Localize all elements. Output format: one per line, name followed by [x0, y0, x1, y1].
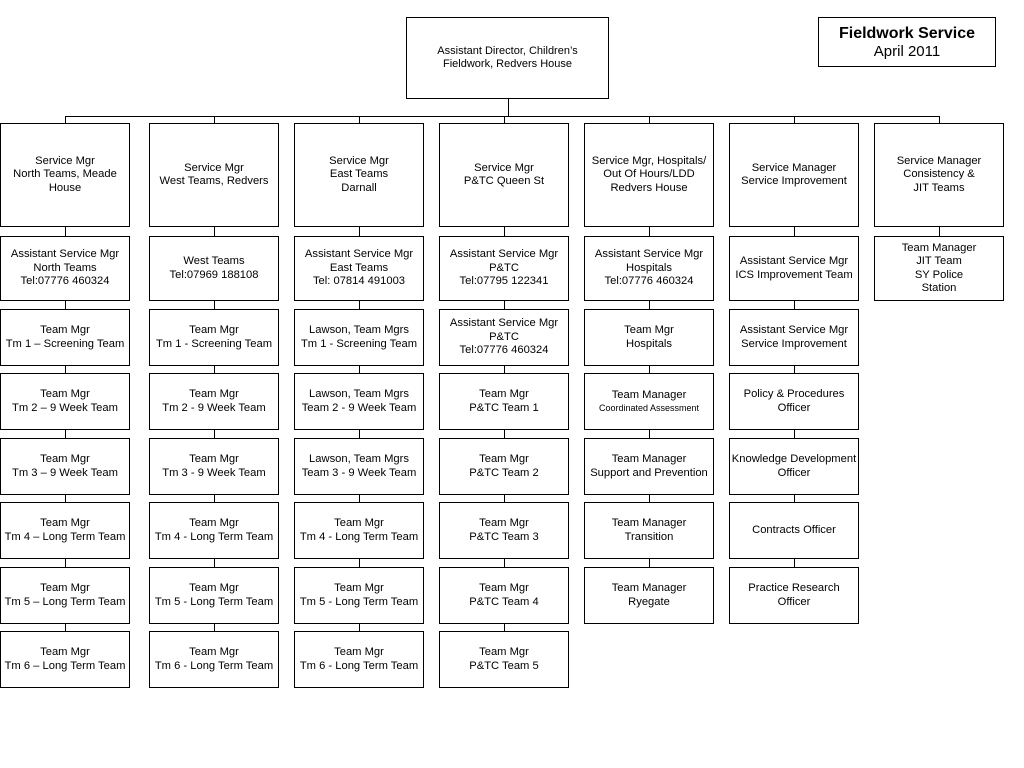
box-text-line: North Teams: [33, 261, 97, 274]
box-text-line: Tel:07795 122341: [459, 275, 549, 288]
box-text-line: Team Mgr: [40, 517, 90, 530]
box-text-line: Assistant Service Mgr: [739, 255, 849, 268]
connector-line: [649, 559, 650, 567]
box-text-line: Tel:07969 188108: [169, 268, 259, 281]
connector-line: [504, 495, 505, 502]
connector-line: [214, 495, 215, 502]
connector-line: [649, 116, 650, 123]
connector-line: [794, 301, 795, 309]
box-text-line: Team Mgr: [624, 324, 674, 337]
team-box: [729, 502, 859, 559]
box-text-line: Team Mgr: [479, 388, 529, 401]
box-text-line: Assistant Service Mgr: [739, 324, 849, 337]
box-text-line: Tm 4 - Long Term Team: [154, 530, 274, 543]
team-box: [0, 631, 130, 688]
box-text-line: Knowledge Development: [731, 453, 857, 466]
connector-line: [214, 624, 215, 631]
box-text-line: Team Mgr: [334, 517, 384, 530]
connector-line: [65, 495, 66, 502]
connector-line: [214, 430, 215, 438]
box-text-line: Tm 4 - Long Term Team: [299, 530, 419, 543]
box-text-line: Service Mgr: [35, 154, 95, 167]
team-box: [294, 438, 424, 495]
box-text-line: Practice Research: [748, 582, 840, 595]
team-box: [439, 236, 569, 301]
connector-line: [65, 624, 66, 631]
box-text-line: Station: [921, 281, 957, 294]
connector-line: [214, 116, 215, 123]
box-text-line: Tel:07776 460324: [20, 275, 110, 288]
service-manager-box: [294, 123, 424, 227]
box-text-line: P&TC Team 1: [469, 401, 539, 414]
team-box: [294, 502, 424, 559]
team-box: [149, 373, 279, 430]
box-text-line: Team Mgr: [189, 324, 239, 337]
team-box: [439, 567, 569, 624]
connector-line: [359, 116, 360, 123]
service-manager-box: [0, 123, 130, 227]
box-text-line: Team Mgr: [479, 646, 529, 659]
box-text-line: Tm 3 – 9 Week Team: [12, 466, 118, 479]
service-manager-box: [729, 123, 859, 227]
service-manager-box: [149, 123, 279, 227]
box-text-line: Team Mgr: [40, 646, 90, 659]
box-text-line: Team Manager: [611, 582, 687, 595]
title-line-2: April 2011: [873, 42, 941, 60]
box-text-line: Tm 5 – Long Term Team: [4, 595, 126, 608]
team-box: [149, 309, 279, 366]
box-text-line: West Teams: [183, 255, 245, 268]
box-text-line: ICS Improvement Team: [735, 268, 853, 281]
box-text-line: Team Mgr: [334, 582, 384, 595]
box-text-line: Hospitals: [625, 337, 672, 350]
box-text-line: Team 3 - 9 Week Team: [301, 466, 417, 479]
box-text-line: Service Mgr: [329, 154, 389, 167]
box-text-line: Assistant Service Mgr: [594, 248, 704, 261]
connector-line: [65, 116, 66, 123]
box-text-line: Team Mgr: [189, 517, 239, 530]
service-manager-box: [439, 123, 569, 227]
box-text-line: Tm 6 – Long Term Team: [4, 659, 126, 672]
team-box: [294, 373, 424, 430]
box-text-line: Contracts Officer: [752, 523, 836, 536]
box-text-line: Service Manager: [751, 161, 837, 174]
box-text-line: Officer: [777, 466, 811, 479]
team-box: [729, 373, 859, 430]
connector-line: [649, 495, 650, 502]
box-text-line: Team Mgr: [334, 646, 384, 659]
box-text-line: Service Improvement: [741, 337, 847, 350]
connector-line: [65, 227, 66, 236]
box-text-line: Tm 6 - Long Term Team: [299, 659, 419, 672]
team-box: [439, 309, 569, 366]
box-text-small: Coordinated Assessment: [598, 402, 700, 413]
team-box: [729, 567, 859, 624]
team-box: [729, 236, 859, 301]
team-box: [294, 631, 424, 688]
team-box: [0, 309, 130, 366]
team-box: [294, 309, 424, 366]
box-text-line: JIT Team: [916, 255, 962, 268]
connector-line: [794, 559, 795, 567]
box-text-line: East Teams: [329, 261, 389, 274]
team-box: [874, 236, 1004, 301]
box-text-line: Team 2 - 9 Week Team: [301, 401, 417, 414]
box-text-line: Team Mgr: [189, 646, 239, 659]
connector-line: [649, 301, 650, 309]
box-text-line: P&TC: [489, 261, 519, 274]
box-text-line: Team Mgr: [479, 517, 529, 530]
team-box: [149, 502, 279, 559]
team-box: [439, 373, 569, 430]
team-box: [439, 502, 569, 559]
connector-line: [649, 227, 650, 236]
team-box: [729, 438, 859, 495]
connector-line: [214, 559, 215, 567]
box-text-line: Team Mgr: [479, 453, 529, 466]
box-text-line: West Teams, Redvers: [159, 175, 269, 187]
team-box: [584, 438, 714, 495]
box-text-line: Tm 1 – Screening Team: [5, 337, 125, 350]
box-text-line: Team Manager: [901, 241, 977, 254]
box-text-line: Officer: [777, 401, 811, 414]
connector-line: [359, 366, 360, 373]
team-box: [294, 236, 424, 301]
box-text-line: P&TC Team 4: [469, 595, 539, 608]
box-text-line: Service Mgr, Hospitals/: [591, 154, 707, 167]
box-text-line: P&TC Team 5: [469, 659, 539, 672]
box-text-line: Team Mgr: [40, 453, 90, 466]
connector-line: [504, 227, 505, 236]
team-box: [149, 567, 279, 624]
team-box: [584, 236, 714, 301]
team-box: [149, 631, 279, 688]
box-text-line: Lawson, Team Mgrs: [309, 453, 409, 466]
connector-line: [65, 430, 66, 438]
box-text-line: Team Manager: [611, 453, 687, 466]
connector-line: [649, 430, 650, 438]
connector-line: [939, 227, 940, 236]
box-text-line: Assistant Director, Children’s: [437, 44, 578, 57]
connector-line: [504, 624, 505, 631]
connector-line: [359, 301, 360, 309]
connector-line: [794, 227, 795, 236]
box-text-line: Consistency &: [903, 168, 975, 181]
box-text-line: Tel: 07814 491003: [312, 275, 406, 288]
box-text-line: Ryegate: [628, 595, 670, 608]
box-text-line: P&TC Team 2: [469, 466, 539, 479]
team-box: [584, 309, 714, 366]
box-text-line: Hospitals: [625, 261, 672, 274]
box-text-line: Team Manager: [611, 389, 687, 402]
box-text-line: Lawson, Team Mgrs: [309, 324, 409, 337]
connector-line: [794, 430, 795, 438]
connector-line: [65, 366, 66, 373]
connector-line: [359, 559, 360, 567]
box-text-line: East Teams: [329, 168, 389, 181]
box-text-line: Tm 3 - 9 Week Team: [162, 466, 266, 479]
box-text-line: Tm 6 - Long Term Team: [154, 659, 274, 672]
box-text-line: Tm 2 - 9 Week Team: [162, 401, 266, 414]
box-text-line: Tm 5 - Long Term Team: [299, 595, 419, 608]
box-text-line: Fieldwork, Redvers House: [443, 58, 572, 70]
team-box: [584, 567, 714, 624]
title-box: [818, 17, 996, 67]
service-manager-box: [874, 123, 1004, 227]
box-text-line: Assistant Service Mgr: [10, 248, 120, 261]
box-text-line: SY Police: [914, 268, 964, 281]
box-text-line: Team Mgr: [40, 582, 90, 595]
box-text-line: Team Mgr: [40, 324, 90, 337]
team-box: [584, 502, 714, 559]
box-text-line: Service Mgr: [184, 161, 244, 174]
box-text-line: Team Mgr: [189, 453, 239, 466]
connector-line: [214, 227, 215, 236]
team-box: [0, 373, 130, 430]
box-text-line: Service Improvement: [741, 175, 847, 187]
box-text-line: Tm 1 - Screening Team: [300, 337, 418, 350]
connector-line: [504, 116, 505, 123]
box-text-line: Policy & Procedures: [743, 388, 845, 401]
box-text-line: Lawson, Team Mgrs: [309, 388, 409, 401]
connector-line: [359, 495, 360, 502]
team-box: [439, 438, 569, 495]
box-text-line: Redvers House: [610, 181, 688, 194]
connector-line: [359, 227, 360, 236]
box-text-line: Tel:07776 460324: [459, 344, 549, 357]
team-box: [149, 236, 279, 301]
box-text-line: Assistant Service Mgr: [449, 317, 559, 330]
connector-line: [359, 430, 360, 438]
connector-line: [504, 301, 505, 309]
team-box: [294, 567, 424, 624]
box-text-line: Officer: [777, 595, 811, 608]
box-text-line: Tel:07776 460324: [604, 275, 694, 288]
connector-line: [504, 366, 505, 373]
connector-line: [794, 495, 795, 502]
box-text-line: Team Mgr: [40, 388, 90, 401]
box-text-line: Assistant Service Mgr: [304, 248, 414, 261]
connector-line: [794, 366, 795, 373]
box-text-line: Transition: [624, 530, 674, 543]
box-text-line: Team Mgr: [189, 388, 239, 401]
connector-line: [939, 116, 940, 123]
box-text-line: House: [48, 181, 82, 194]
box-text-line: JIT Teams: [913, 181, 965, 194]
team-box: [439, 631, 569, 688]
box-text-line: P&TC Queen St: [463, 175, 545, 187]
box-text-line: Team Mgr: [479, 582, 529, 595]
box-text-line: Service Manager: [896, 154, 982, 167]
box-text-line: P&TC: [489, 330, 519, 343]
team-box: [149, 438, 279, 495]
box-text-line: P&TC Team 3: [469, 530, 539, 543]
service-manager-box: [584, 123, 714, 227]
connector-line: [504, 559, 505, 567]
team-box: [0, 236, 130, 301]
box-text-line: Team Mgr: [189, 582, 239, 595]
box-text-line: Service Mgr: [474, 161, 534, 174]
box-text-line: Team Manager: [611, 517, 687, 530]
box-text-line: Tm 5 - Long Term Team: [154, 595, 274, 608]
box-text-line: Tm 4 – Long Term Team: [4, 530, 126, 543]
team-box: [584, 373, 714, 430]
connector-line: [359, 624, 360, 631]
assistant-director-box: [406, 17, 609, 99]
team-box: [0, 438, 130, 495]
connector-line: [508, 99, 509, 116]
box-text-line: Out Of Hours/LDD: [603, 168, 695, 181]
box-text-line: Tm 1 - Screening Team: [155, 337, 273, 350]
connector-line: [504, 430, 505, 438]
connector-line: [65, 301, 66, 309]
connector-line: [65, 559, 66, 567]
box-text-line: Support and Prevention: [590, 466, 708, 479]
team-box: [0, 502, 130, 559]
team-box: [729, 309, 859, 366]
connector-line: [65, 116, 940, 117]
connector-line: [214, 301, 215, 309]
box-text-line: Darnall: [341, 181, 377, 194]
connector-line: [794, 116, 795, 123]
title-line-1: Fieldwork Service: [838, 24, 976, 42]
team-box: [0, 567, 130, 624]
connector-line: [214, 366, 215, 373]
box-text-line: Tm 2 – 9 Week Team: [12, 401, 118, 414]
connector-line: [649, 366, 650, 373]
box-text-line: Assistant Service Mgr: [449, 248, 559, 261]
box-text-line: North Teams, Meade: [13, 168, 117, 181]
